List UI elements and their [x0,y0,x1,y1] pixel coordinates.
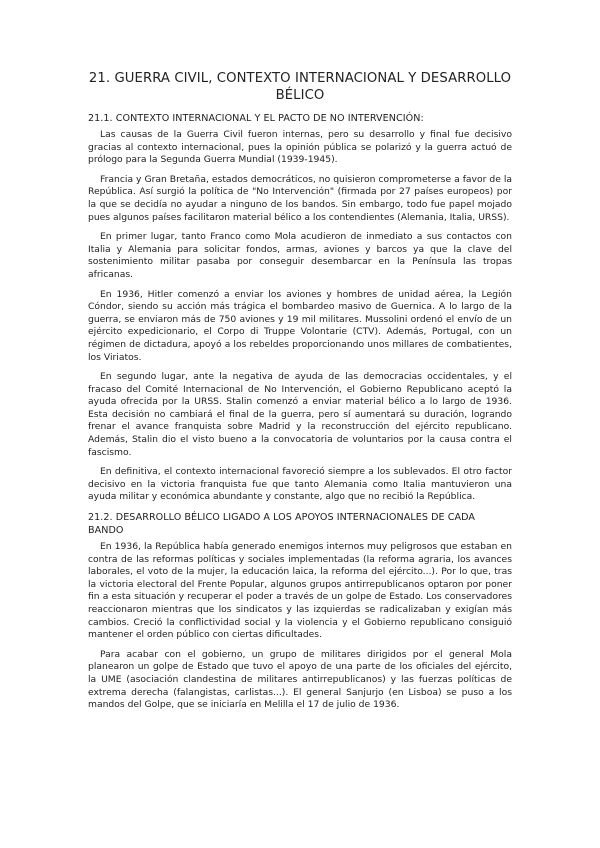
paragraph: En definitiva, el contexto internacional favoreció siempre a los sublevados. El otro factor decisivo en la victoria franquista fue que tanto Alemania como Italia mantuvieron una ayuda militar y económica abundante y constante, algo que no recibió la República. [88,466,512,503]
section-war-development [88,511,512,712]
paragraph: En primer lugar, tanto Franco como Mola acudieron de inmediato a sus contactos con Italia y Alemania para solicitar fondos, armas, aviones y barcos ya que la clave del sostenimiento militar pasaba por conseguir desembarcar en la Península las tropas africanas. [88,231,512,280]
paragraph: En 1936, Hitler comenzó a enviar los aviones y hombres de unidad aérea, la Legión Cóndor, siendo su acción más trágica el bombardeo masivo de Guernica. A lo largo de la guerra, se enviaron más de 750 aviones y 19 mil militares. Mussolini ordenó el envío de un ejército expedicionario, el Corpo di Truppe Volontarie (CTV). Además, Portugal, con un régimen de dictadura, apoyó a los rebeldes proporcionando unos millares de combatientes, los Viriatos. [88,288,512,363]
paragraph: Las causas de la Guerra Civil fueron internas, pero su desarrollo y final fue decisivo gracias al contexto internacional, pues la opinión pública se polarizó y la guerra actuó de prólogo para la Segunda Guerra Mundial (1939-1945). [88,129,512,166]
paragraph: En segundo lugar, ante la negativa de ayuda de las democracias occidentales, y el fracaso del Comité Internacional de No Intervención, el Gobierno Republicano aceptó la ayuda ofrecida por la URSS. Stalin comenzó a enviar material bélico a lo largo de 1936. Esta decisión no cambiará el final de la guerra, pero sí aumentará su duración, logrando frenar el avance franquista sobre Madrid y la reconstrucción del ejército republicano. Además, Stalin dio el visto bueno a la convocatoria de voluntarios por la causa contra el fascismo. [88,371,512,458]
section-context [88,112,512,504]
paragraph: En 1936, la República había generado enemigos internos muy peligrosos que estaban en contra de las reformas políticas y sociales implementadas (la reforma agraria, los avances laborales, el voto de la mujer, la educación laica, la reforma del ejército...). Por lo que, tras la victoria electoral del Frente Popular, algunos grupos antirrepublicanos optaron por poner fin a esta situación y recuperar el poder a través de un golpe de Estado. Los conservadores reaccionaron mientras que los sindicatos y las izquierdas se radicalizaban y exigían más cambios. Creció la conflictividad social y la violencia y el Gobierno republicano consiguió mantener el orden público con ciertas dificultades. [88,541,512,641]
section-heading: 21.1. CONTEXTO INTERNACIONAL Y EL PACTO DE NO INTERVENCIÓN: [88,113,424,124]
paragraph: Para acabar con el gobierno, un grupo de militares dirigidos por el general Mola planearon un golpe de Estado que tuvo el apoyo de una parte de los oficiales del ejército, la UME (asociación clandestina de militares antirrepublicanos) y las fuerzas políticas de extrema derecha (falangistas, carlistas...). El general Sanjurjo (en Lisboa) se puso a los mandos del Golpe, que se iniciaría en Melilla el 17 de julio de 1936. [88,648,512,711]
paragraph: Francia y Gran Bretaña, estados democráticos, no quisieron comprometerse a favor de la República. Así surgió la política de "No Intervención" (firmada por 27 países europeos) por la que se decidía no ayudar a ninguno de los bandos. Sin embargo, todo fue papel mojado pues algunos países facilitaron material bélico a los contendientes (Alemania, Italia, URSS). [88,173,512,223]
section-heading: 21.2. DESARROLLO BÉLICO LIGADO A LOS APOYOS INTERNACIONALES DE CADA BANDO [88,512,475,537]
document-title: 21. GUERRA CIVIL, CONTEXTO INTERNACIONAL Y DESARROLLO BÉLICO [88,71,512,103]
